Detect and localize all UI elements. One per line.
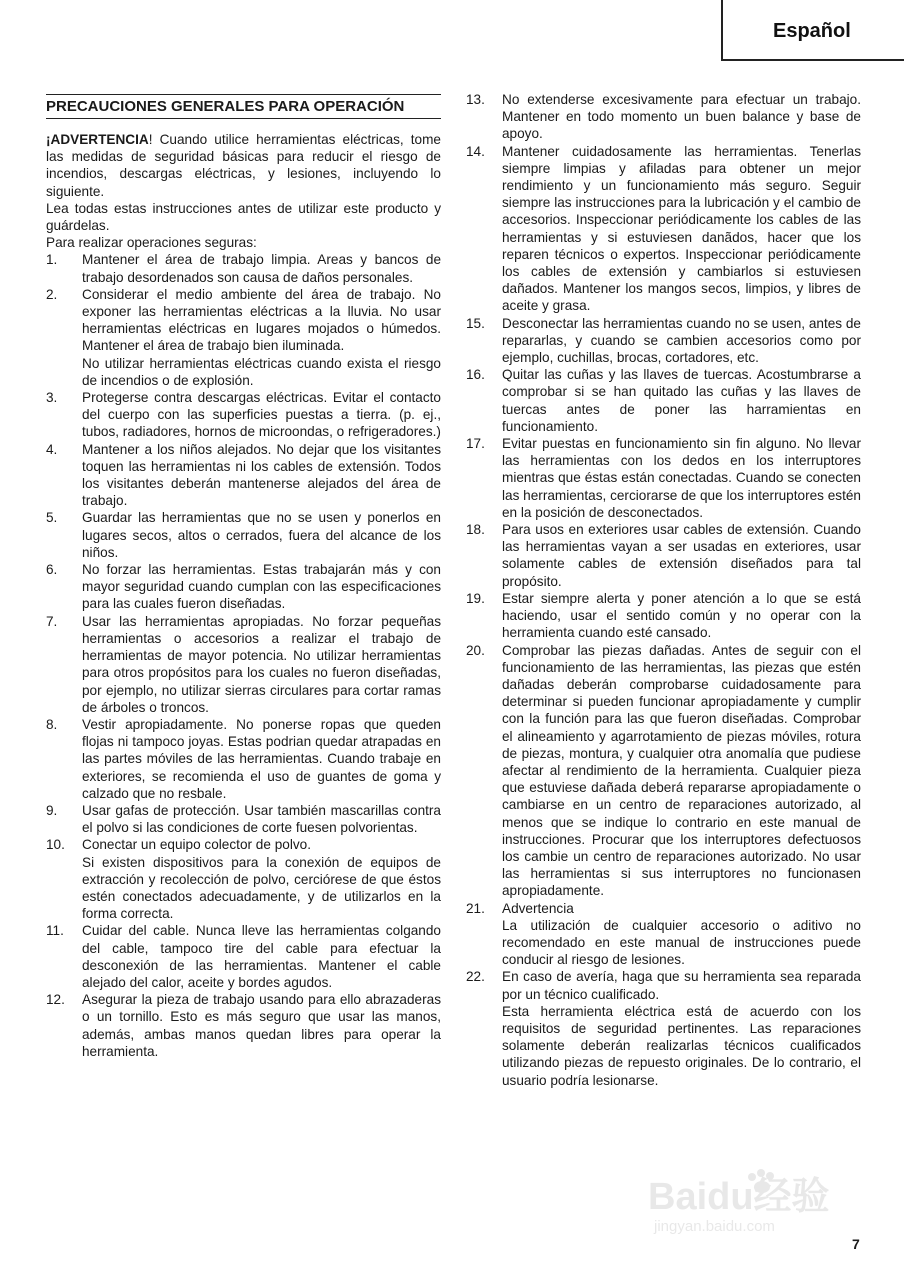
section-heading-block [46, 94, 441, 119]
item-text [502, 590, 861, 642]
item-paragraph: Mantener a los niños alejados. No dejar que los visitantes toquen las herramientas ni los cables de extensión. Todos los visitantes deberán mantenerse alejados del área de trabajo. [82, 441, 441, 509]
item-text [82, 613, 441, 716]
list-item [466, 900, 861, 969]
item-paragraph: Usar gafas de protección. Usar también mascarillas contra el polvo si las condiciones de corte fuesen polvorientas. [82, 802, 441, 836]
item-text [502, 900, 861, 969]
right-column [466, 91, 861, 1089]
item-number: 15. [466, 315, 485, 331]
list-item [466, 968, 861, 1088]
item-paragraph: La utilización de cualquier accesorio o aditivo no recomendado en este manual de instrucciones puede conducir al riesgo de lesiones. [502, 917, 861, 968]
item-paragraph: No extenderse excesivamente para efectuar un trabajo. Mantener en todo momento un buen balance y base de apoyo. [502, 92, 861, 142]
item-paragraph: Mantener cuidadosamente las herramientas. Tenerlas siempre limpias y afiladas para obtener un mejor rendimiento y un funcionamiento más seguro. Seguir siempre las instrucciones para la lubricación y el cambio de accesorios. Inspeccionar periódicamente los cables de las herramientas y si estuviesen danãdos, hacer que los reparen técnicos o expertos. Inspeccionar periódicamente los cables de extensión y cambiarlos si estuviesen dañados. Mantener los mangos secos, limpios, y libres de aceite y grasa. [502, 143, 861, 314]
item-number: 3. [46, 390, 58, 406]
item-paragraph: Esta herramienta eléctrica está de acuerdo con los requisitos de seguridad pertinentes. Las reparaciones solamente deberán realizarlas técnicos cualificados utilizando piezas de repuesto originales. De lo contrario, el usuario podría lesionarse. [502, 1003, 861, 1088]
item-paragraph: Para usos en exteriores usar cables de extensión. Cuando las herramientas vayan a ser usadas en exteriores, usar solamente cables de extensión diseñados para tal propósito. [502, 522, 861, 589]
list-item [46, 922, 441, 991]
list-item [466, 91, 861, 143]
list-item [466, 590, 861, 642]
item-paragraph: Usar las herramientas apropiadas. No forzar pequeñas herramientas o accesorios a realizar el trabajo de herramientas de mayor potencia. No utilizar herramientas para otros propósitos para los cuales no fueron diseñadas, por ejemplo, no utilizar sierras circulares para cortar ramas de árboles o troncos. [82, 613, 441, 715]
item-number: 9. [46, 802, 58, 818]
item-text [82, 836, 441, 922]
baidu-watermark-logo [648, 1167, 858, 1237]
item-paragraph: Estar siempre alerta y poner atención a lo que se está haciendo, usar el sentido común y no operar con la herramienta cuando esté cansado. [502, 590, 861, 641]
item-text [502, 143, 861, 315]
item-paragraph: Vestir apropiadamente. No ponerse ropas que queden flojas ni tampoco joyas. Estas podrian quedar atrapadas en las partes móviles de las herramientas. Cuando trabaje en exteriores, se recomienda el uso de guantes de goma y calzado que no resbale. [82, 716, 441, 801]
item-paragraph: Comprobar las piezas dañadas. Antes de seguir con el funcionamiento de las herramientas, las piezas que estén dañadas deberán comprobarse cuidadosamente para determinar si pueden funcionar apropiadamente y cumplir con la función para las que fueron diseñadas. Comprobar el alineamiento y agarrotamiento de piezas móviles, rotura de piezas, montura, y cualquier otra anomalía que pudiese afectar al rendimiento de la herramienta. Cualquier pieza que estuviese dañada deberá repararse apropiadamente o cambiarse en un centro de reparaciones autorizado, al menos que se indique lo contrario en este manual de instrucciones. Procurar que los interruptores defectuosos los cambie un centro de reparaciones autorizado. No usar las herramientas si sus interruptores no funcionasen apropiadamente. [502, 642, 861, 899]
item-text [502, 315, 861, 367]
item-text [502, 642, 861, 900]
item-text [82, 389, 441, 441]
item-number: 17. [466, 436, 485, 452]
item-number: 7. [46, 613, 58, 629]
list-item [466, 642, 861, 900]
list-item [46, 389, 441, 441]
precautions-list-left [46, 251, 441, 1060]
item-number: 20. [466, 642, 485, 658]
item-number: 14. [466, 143, 485, 159]
item-number: 13. [466, 92, 485, 107]
list-item [46, 509, 441, 561]
item-number: 11. [46, 923, 64, 939]
item-text [502, 968, 861, 1088]
item-number: 19. [466, 590, 485, 606]
item-paragraph: Guardar las herramientas que no se usen y ponerlos en lugares secos, altos o cerrados, fuera del alcance de los niños. [82, 510, 441, 560]
item-number: 2. [46, 286, 58, 302]
item-number: 8. [46, 716, 58, 732]
item-paragraph: Protegerse contra descargas eléctricas. Evitar el contacto del cuerpo con las superficies puestas a tierra. (p. ej., tubos, radiadores, hornos de microondas, o refrigeradores.) [82, 390, 441, 440]
warning-text: ! Cuando utilice herramientas eléctricas, tome las medidas de seguridad básicas para reducir el riesgo de incendios, descargas eléctricas, y lesiones, incluyendo lo siguiente. [46, 132, 441, 199]
item-text [82, 286, 441, 389]
item-text [502, 521, 861, 590]
list-item [46, 716, 441, 802]
safe-operations-text: Para realizar operaciones seguras: [46, 235, 257, 251]
item-number: 1. [46, 252, 58, 268]
item-text [502, 435, 861, 521]
item-text [82, 716, 441, 802]
item-number: 16. [466, 367, 485, 383]
precautions-list-right [466, 91, 861, 1089]
page-number: 7 [852, 1236, 860, 1252]
list-item [466, 143, 861, 315]
item-paragraph: No forzar las herramientas. Estas trabajarán más y con mayor seguridad cuando cumplan con las especificaciones para las cuales fueron diseñadas. [82, 562, 441, 612]
list-item [46, 251, 441, 285]
list-item [46, 441, 441, 510]
item-paragraph: Conectar un equipo colector de polvo. [82, 837, 311, 853]
item-paragraph: No utilizar herramientas eléctricas cuando exista el riesgo de incendios o de explosión. [82, 355, 441, 388]
item-paragraph: Mantener el área de trabajo limpia. Areas y bancos de trabajo desordenados son causa de daños personales. [82, 252, 441, 285]
item-number: 5. [46, 510, 58, 526]
section-title: PRECAUCIONES GENERALES PARA OPERACIÓN [46, 98, 405, 115]
item-text [82, 509, 441, 561]
list-item [46, 802, 441, 836]
item-text [82, 991, 441, 1060]
language-label: Español [773, 20, 851, 42]
item-text [82, 251, 441, 285]
item-paragraph: Considerar el medio ambiente del área de trabajo. No exponer las herramientas eléctricas a la lluvia. No usar herramientas eléctricas en lugares mojados o húmedos. Mantener el área de trabajo bien iluminada. [82, 286, 441, 354]
item-text [82, 441, 441, 510]
item-paragraph: Advertencia [502, 900, 574, 916]
item-text [502, 366, 861, 435]
item-number: 6. [46, 562, 58, 578]
item-paragraph: Asegurar la pieza de trabajo usando para ello abrazaderas o un tornillo. Esto es más seguro que usar las manos, además, ambas manos quedan libres para operar la herramienta. [82, 992, 441, 1059]
item-number: 22. [466, 969, 485, 985]
item-text [82, 561, 441, 613]
list-item [46, 836, 441, 922]
list-item [466, 366, 861, 435]
item-paragraph: Quitar las cuñas y las llaves de tuercas. Acostumbrarse a comprobar si se han quitado las cuñas y las llaves de tuercas antes de poner las harramientas en funcionamiento. [502, 367, 861, 434]
item-text [82, 802, 441, 836]
language-tab [721, 0, 904, 61]
paw-icon [748, 1169, 774, 1193]
watermark-url: jingyan.baidu.com [654, 1218, 775, 1235]
list-item [46, 613, 441, 716]
item-paragraph: En caso de avería, haga que su herramienta sea reparada por un técnico cualificado. [502, 969, 861, 1002]
item-paragraph: Evitar puestas en funcionamiento sin fin alguno. No llevar las herramientas con los dedos en los interruptores mientras que éstas están conectadas. Cuando se conecten las herramientas, cerciorarse de que los interruptores estén en la posición de desconectados. [502, 436, 861, 520]
item-number: 12. [46, 992, 65, 1008]
item-text [82, 922, 441, 991]
item-paragraph: Cuidar del cable. Nunca lleve las herramientas colgando del cable, tampoco tire del cable para efectuar la desconexión de las herramientas. Mantener el cable alejado del calor, aceite y bordes agudos. [82, 923, 441, 990]
item-number: 18. [466, 522, 485, 538]
watermark-brand: Baidu经验 [648, 1176, 830, 1218]
item-paragraph: Desconectar las herramientas cuando no se usen, antes de repararlas, y cuando se cambien accesorios como por ejemplo, cuchillas, brocas, cortadores, etc. [502, 315, 861, 366]
read-instructions-text: Lea todas estas instrucciones antes de utilizar este producto y guárdelas. [46, 200, 441, 234]
left-column [46, 94, 441, 1060]
warning-paragraph [46, 131, 441, 200]
list-item [46, 286, 441, 389]
item-paragraph: Si existen dispositivos para la conexión de equipos de extracción y recolección de polvo, cerciórese de que éstos estén conectados adecuadamente, y de utilizarlos en la forma correcta. [82, 854, 441, 922]
warning-label: ¡ADVERTENCIA [46, 132, 149, 147]
list-item [466, 521, 861, 590]
item-text [502, 91, 861, 143]
list-item [46, 561, 441, 613]
item-number: 10. [46, 837, 65, 853]
list-item [466, 435, 861, 521]
item-number: 4. [46, 441, 58, 457]
list-item [466, 315, 861, 367]
list-item [46, 991, 441, 1060]
item-number: 21. [466, 900, 485, 916]
